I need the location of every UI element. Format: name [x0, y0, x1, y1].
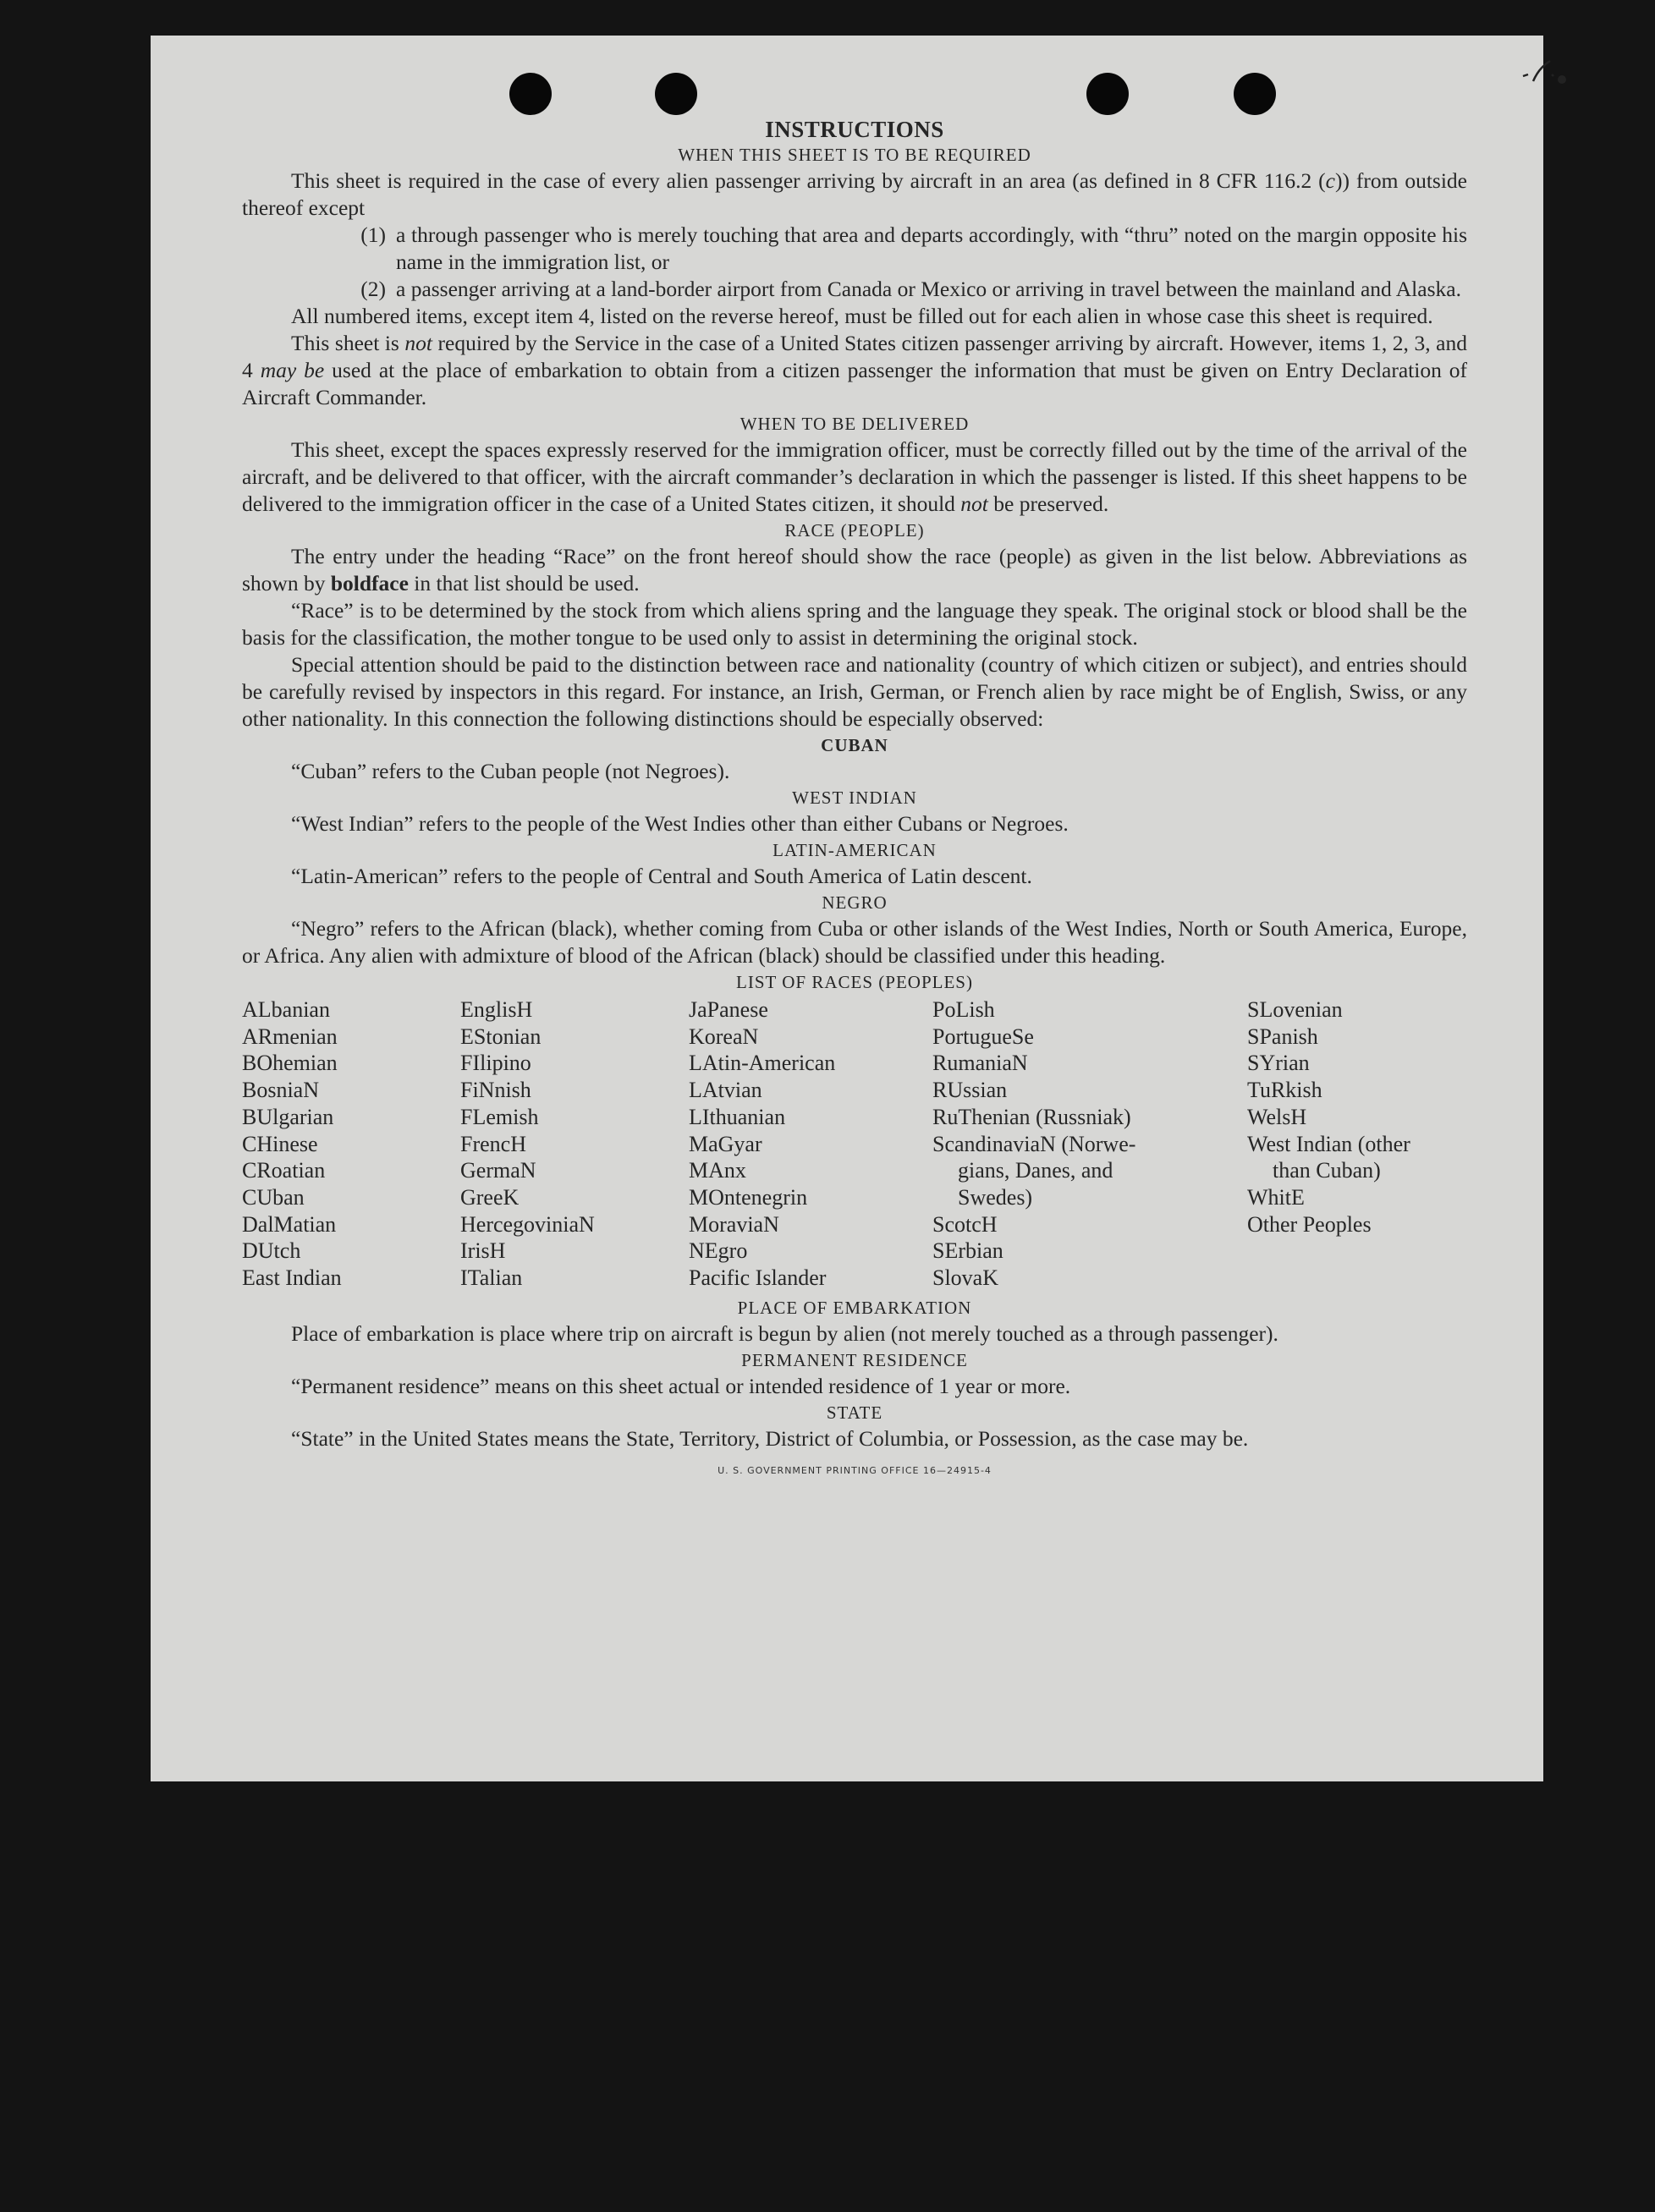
races-column — [460, 996, 689, 1292]
section-heading-cuban: CUBAN — [821, 735, 888, 755]
race-entry: RumaniaN — [932, 1051, 1028, 1076]
delivered-paragraph: This sheet, except the spaces expressly reserved for the immigration officer, must be correctly filled out by the time of the arrival of the aircraft, and be delivered to that officer, with the aircraft commander’s declaration in which the passenger is listed. If this sheet happens to be delivered to the immigration officer in the case of a United States citizen, it should not be preserved. — [242, 437, 1467, 516]
race-entry: GreeK — [460, 1184, 520, 1210]
numbered-items-paragraph: All numbered items, except item 4, listed on the reverse hereof, must be filled out for each alien in whose case this sheet is required. — [291, 304, 1433, 328]
race-entry: IrisH — [460, 1238, 506, 1264]
race-entry: MOntenegrin — [689, 1184, 808, 1210]
cuban-paragraph: “Cuban” refers to the Cuban people (not Negroes). — [291, 759, 730, 783]
race-entry: NEgro — [689, 1238, 748, 1264]
instructions-body — [242, 117, 1467, 1485]
race-entry: LAtvian — [689, 1078, 762, 1103]
section-heading-west-indian: WEST INDIAN — [792, 788, 917, 808]
race-entry: ITalian — [460, 1265, 523, 1291]
latin-american-paragraph: “Latin-American” refers to the people of Central and South America of Latin descent. — [291, 864, 1032, 888]
printer-imprint: U. S. GOVERNMENT PRINTING OFFICE 16—24915-4 — [718, 1464, 992, 1476]
race-entry: BOhemian — [242, 1051, 338, 1076]
race-entry: CUban — [242, 1184, 305, 1210]
embarkation-paragraph: Place of embarkation is place where trip on aircraft is begun by alien (not merely touched as a through passenger). — [291, 1320, 1278, 1346]
race-entry: Swedes) — [958, 1184, 1033, 1210]
race-entry: FrencH — [460, 1131, 526, 1156]
section-heading-residence: PERMANENT RESIDENCE — [741, 1349, 968, 1370]
pen-mark — [1520, 58, 1572, 91]
west-indian-paragraph: “West Indian” refers to the people of the West Indies other than either Cubans or Negroes. — [291, 811, 1069, 836]
race-entry: FiNnish — [460, 1078, 531, 1103]
race-entry: LIthuanian — [689, 1104, 786, 1129]
punch-hole — [1234, 73, 1276, 115]
race-entry: ScandinaviaN (Norwe- — [932, 1131, 1136, 1156]
race-paragraph: Special attention should be paid to the distinction between race and nationality (country of which citizen or subject), and entries should be carefully revised by inspectors in this regard. For instance, an Irish, German, or French alien by race might be of English, Swiss, or any other nationality. In this connection the following distinctions should be especially observed: — [242, 652, 1467, 731]
section-heading-delivered: WHEN TO BE DELIVERED — [740, 414, 970, 434]
exception-item: (1) a through passenger who is merely touching that area and departs accordingly, with “thru” noted on the margin opposite his name in the immigration list, or — [360, 222, 1467, 274]
race-paragraph: The entry under the heading “Race” on the front hereof should show the race (people) as given in the list below. Abbreviations as shown by boldface in that list should be used. — [242, 544, 1467, 596]
section-heading-negro: NEGRO — [822, 892, 888, 913]
races-column — [1247, 996, 1467, 1292]
race-entry: PoLish — [932, 997, 995, 1022]
race-entry: than Cuban) — [1273, 1158, 1381, 1183]
race-entry: DalMatian — [242, 1211, 337, 1237]
punch-hole — [655, 73, 697, 115]
race-entry: PortugueSe — [932, 1024, 1034, 1049]
race-entry: BUlgarian — [242, 1104, 334, 1129]
race-entry: ScotcH — [932, 1211, 998, 1237]
race-entry: WhitE — [1247, 1184, 1305, 1210]
race-entry: EnglisH — [460, 997, 533, 1022]
race-entry: JaPanese — [689, 997, 768, 1022]
race-entry: FIlipino — [460, 1051, 531, 1076]
race-entry: CRoatian — [242, 1158, 326, 1183]
race-entry: RuThenian (Russniak) — [932, 1104, 1131, 1129]
race-paragraph: “Race” is to be determined by the stock from which aliens spring and the language they speak. The original stock or blood shall be the basis for the classification, the mother tongue to be used only to assist in determining the original stock. — [242, 598, 1467, 650]
race-entry: CHinese — [242, 1131, 318, 1156]
race-entry: HercegoviniaN — [460, 1211, 595, 1237]
race-entry: GermaN — [460, 1158, 536, 1183]
race-entry: DUtch — [242, 1238, 301, 1264]
races-column — [242, 996, 460, 1292]
race-entry: ALbanian — [242, 997, 330, 1022]
race-entry: East Indian — [242, 1265, 342, 1291]
citizen-paragraph: This sheet is not required by the Service in the case of a United States citizen passenger arriving by aircraft. However, items 1, 2, 3, and 4 may be used at the place of embarkation to obtain from a citizen passenger the information that must be given on Entry Declaration of Aircraft Commander. — [242, 331, 1468, 409]
races-column — [689, 996, 932, 1292]
race-entry: LAtin-American — [689, 1051, 836, 1076]
race-entry: FLemish — [460, 1104, 539, 1129]
race-entry: ARmenian — [242, 1024, 338, 1049]
race-entry: Pacific Islander — [689, 1265, 827, 1291]
required-intro: This sheet is required in the case of every alien passenger arriving by aircraft in an area (as defined in 8 CFR 116.2 (c)) from outside thereof except — [242, 168, 1467, 220]
section-heading-state: STATE — [826, 1402, 883, 1423]
section-heading-embarkation: PLACE OF EMBARKATION — [737, 1297, 972, 1318]
document-page — [151, 36, 1543, 1781]
race-entry: SlovaK — [932, 1265, 998, 1291]
section-heading-races-list: LIST OF RACES (PEOPLES) — [736, 972, 973, 992]
race-entry: SErbian — [932, 1238, 1003, 1264]
race-entry: MoraviaN — [689, 1211, 779, 1237]
race-entry: SLovenian — [1247, 997, 1343, 1022]
exception-item: (2) a passenger arriving at a land-border airport from Canada or Mexico or arriving in travel between the mainland and Alaska. — [360, 277, 1461, 301]
race-entry: WelsH — [1247, 1104, 1307, 1129]
residence-paragraph: “Permanent residence” means on this sheet actual or intended residence of 1 year or more. — [291, 1373, 1071, 1398]
race-entry: West Indian (other — [1247, 1131, 1410, 1156]
punch-hole — [1086, 73, 1129, 115]
race-entry: gians, Danes, and — [958, 1158, 1113, 1183]
section-heading-race: RACE (PEOPLE) — [784, 520, 925, 541]
page-title: INSTRUCTIONS — [765, 117, 944, 142]
race-entry: BosniaN — [242, 1078, 319, 1103]
race-entry: TuRkish — [1247, 1078, 1322, 1103]
race-entry: SPanish — [1247, 1024, 1318, 1049]
punch-hole — [509, 73, 552, 115]
state-paragraph: “State” in the United States means the State, Territory, District of Columbia, or Possession, as the case may be. — [291, 1425, 1249, 1451]
section-heading-latin-american: LATIN-AMERICAN — [773, 840, 937, 860]
race-entry: KoreaN — [689, 1024, 759, 1049]
race-entry: Other Peoples — [1247, 1211, 1372, 1237]
race-entry: RUssian — [932, 1078, 1008, 1103]
races-column — [932, 996, 1247, 1292]
race-entry: MaGyar — [689, 1131, 762, 1156]
races-list — [242, 996, 1467, 1292]
race-entry: MAnx — [689, 1158, 746, 1183]
section-heading-required: WHEN THIS SHEET IS TO BE REQUIRED — [678, 145, 1031, 165]
race-entry: EStonian — [460, 1024, 542, 1049]
negro-paragraph: “Negro” refers to the African (black), whether coming from Cuba or other islands of the West Indies, North or South America, Europe, or Africa. Any alien with admixture of blood of the African (black) should be classified under this heading. — [242, 916, 1467, 968]
race-entry: SYrian — [1247, 1051, 1310, 1076]
